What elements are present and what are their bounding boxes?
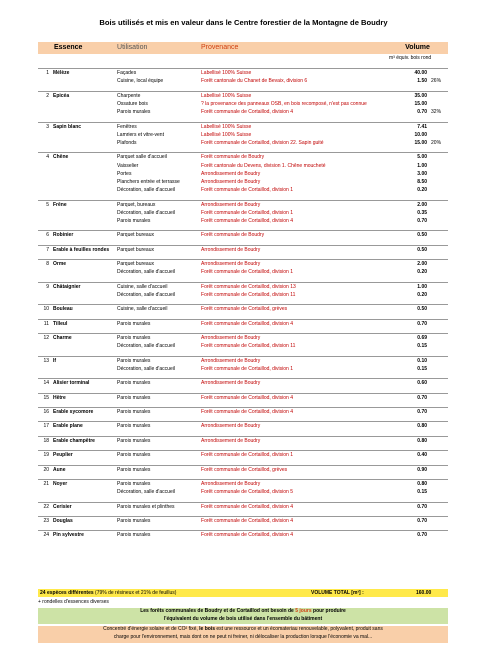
provenance-cell: Arrondissement de Boudry	[199, 356, 387, 365]
table-row	[38, 268, 448, 276]
table-row	[38, 379, 448, 388]
use-cell: Parquet bureaux	[115, 245, 199, 254]
table-row	[38, 209, 448, 217]
volume-cell: 0.20	[417, 187, 428, 194]
species-name: Chêne	[51, 153, 115, 162]
use-cell: Façades	[115, 69, 199, 78]
species-number: 7	[38, 245, 51, 254]
volume-cell: 0.70	[417, 217, 428, 224]
species-number: 24	[38, 531, 51, 540]
table-row	[38, 131, 448, 139]
use-cell: Parquet salle d'accueil	[115, 153, 199, 162]
provenance-cell: Forêt communale de Cortaillod, division 1	[201, 209, 294, 216]
volume-cell: 0.15	[417, 365, 428, 372]
volume-cell: 0.15	[417, 343, 428, 350]
species-number: 10	[38, 305, 51, 314]
volume-cell: 0.80	[387, 422, 429, 431]
table-row	[38, 342, 448, 350]
table-row	[38, 282, 448, 291]
species-name: Châtaignier	[51, 282, 115, 291]
provenance-cell: Forêt communale de Cortaillod, division 1	[201, 365, 294, 372]
table-row	[38, 451, 448, 460]
volume-cell: 1.50	[417, 78, 428, 85]
table-row	[38, 91, 448, 100]
use-cell: Parois murales	[115, 408, 199, 417]
use-cell: Parois murales et plinthes	[115, 502, 199, 511]
volume-cell: 0.50	[387, 245, 429, 254]
table-row	[38, 334, 448, 343]
use-cell: Parois murales	[115, 334, 199, 343]
provenance-cell: Arrondissement de Boudry	[199, 379, 387, 388]
volume-cell: 0.70	[387, 531, 429, 540]
species-name: If	[51, 356, 115, 365]
volume-cell: 8.50	[417, 178, 428, 185]
provenance-cell: Arrondissement de Boudry	[201, 178, 261, 185]
volume-unit: m³ équiv. bois rond	[389, 55, 432, 61]
volume-cell: 0.15	[417, 489, 428, 496]
use-cell: Lamriers et vitre-vent	[117, 131, 164, 138]
use-cell: Parquet, bureaux	[115, 200, 199, 209]
provenance-cell: Forêt communale de Boudry	[199, 153, 387, 162]
use-cell: Parois murales	[115, 465, 199, 474]
provenance-cell: Forêt communale de Cortaillod, division 13	[199, 282, 387, 291]
volume-cell: 0.70	[387, 408, 429, 417]
page-title: Bois utilisés et mis en valeur dans le Centre forestier de la Montagne de Boudry	[99, 18, 388, 27]
volume-cell: 5.00	[387, 153, 429, 162]
table-row	[38, 122, 448, 131]
species-number: 2	[38, 91, 51, 100]
use-cell: Parois murales	[115, 531, 199, 540]
provenance-cell: Forêt communale de Cortaillod, division 1	[201, 269, 294, 276]
species-name: Erable plane	[51, 422, 115, 431]
provenance-cell: Forêt communale de Cortaillod, division 4	[201, 109, 294, 116]
species-number: 13	[38, 356, 51, 365]
use-cell: Parois murales	[115, 319, 199, 328]
total-bar	[38, 589, 448, 597]
use-cell: Parois murales	[115, 393, 199, 402]
volume-cell: 0.70	[387, 502, 429, 511]
use-cell: Cuisine, local équipe	[117, 78, 164, 85]
species-name: Alisier torminal	[51, 379, 115, 388]
table-row	[38, 153, 448, 162]
provenance-cell: Forêt communale de Cortaillod, division 4	[199, 319, 387, 328]
provenance-cell: Forêt communale de Cortaillod, division 11	[201, 291, 296, 298]
volume-cell: 10.00	[414, 131, 428, 138]
species-number: 5	[38, 200, 51, 209]
table-row	[38, 356, 448, 365]
volume-cell: 15.00	[414, 139, 428, 146]
species-number: 6	[38, 231, 51, 240]
species-number: 15	[38, 393, 51, 402]
table-row	[38, 69, 448, 78]
provenance-cell: Forêt cantonale du Devens, division 1. Chêne moucheté	[201, 162, 326, 169]
species-name: Douglas	[51, 517, 115, 526]
volume-cell: 0.69	[387, 334, 429, 343]
volume-cell: 15.00	[414, 100, 428, 107]
table-row	[38, 408, 448, 417]
species-number: 16	[38, 408, 51, 417]
species-name: Erable à feuilles rondes	[51, 245, 115, 254]
use-cell: Charpente	[115, 91, 199, 100]
species-name: Tilleul	[51, 319, 115, 328]
total-volume: 160.00	[416, 590, 432, 596]
table-row	[38, 217, 448, 225]
species-name: Orme	[51, 260, 115, 269]
volume-cell: 7.41	[387, 122, 429, 131]
volume-cell: 0.60	[387, 379, 429, 388]
species-name: Erable champêtre	[51, 436, 115, 445]
provenance-cell: Labellisé 100% Suisse	[199, 122, 387, 131]
use-cell: Parois murales	[115, 480, 199, 489]
provenance-cell: Arrondissement de Boudry	[199, 200, 387, 209]
table-row	[38, 502, 448, 511]
table-row	[38, 162, 448, 170]
use-cell: Décoration, salle d'accueil	[117, 489, 175, 496]
species-number: 4	[38, 153, 51, 162]
volume-cell: 0.40	[387, 451, 429, 460]
volume-cell: 0.20	[417, 269, 428, 276]
use-cell: Parquet bureaux	[115, 260, 199, 269]
species-name: Erable sycomore	[51, 408, 115, 417]
percent-cell: 32%	[431, 109, 442, 116]
provenance-cell: Arrondissement de Boudry	[199, 422, 387, 431]
species-number: 14	[38, 379, 51, 388]
table-row	[38, 245, 448, 254]
table-row	[38, 319, 448, 328]
table-row	[38, 186, 448, 194]
provenance-cell: Labellisé 100% Suisse	[199, 91, 387, 100]
volume-cell: 0.80	[387, 436, 429, 445]
provenance-cell: Forêt communale de Cortaillod, division 4	[199, 502, 387, 511]
provenance-cell: Forêt communale de Cortaillod, division 1	[199, 451, 387, 460]
species-name: Robinier	[51, 231, 115, 240]
provenance-cell: Forêt communale de Cortaillod, division 22. Sapin guité	[201, 139, 324, 146]
percent-cell: 20%	[431, 139, 442, 146]
provenance-cell: Forêt communale de Cortaillod, grèves	[199, 465, 387, 474]
table-row	[38, 139, 448, 147]
species-number: 23	[38, 517, 51, 526]
use-cell: Planchers entrée et terrasse	[117, 178, 180, 185]
provenance-cell: Forêt communale de Cortaillod, division 5	[201, 489, 294, 496]
species-number: 1	[38, 69, 51, 78]
total-species: 24 espèces différentes (79% de résineux et 21% de feuillus)	[40, 590, 177, 596]
volume-cell: 1.00	[387, 282, 429, 291]
provenance-cell: Forêt communale de Cortaillod, division 1	[201, 187, 294, 194]
table-row	[38, 170, 448, 178]
provenance-cell: Forêt communale de Boudry	[199, 231, 387, 240]
use-cell: Ossature bois	[117, 100, 148, 107]
table-row	[38, 260, 448, 269]
use-cell: Décoration, salle d'accueil	[117, 343, 175, 350]
provenance-cell: Forêt cantonale du Chanet de Bevaix, division 6	[201, 78, 308, 85]
total-volume-label: VOLUME TOTAL [m³] :	[311, 590, 364, 596]
volume-cell: 1.00	[417, 162, 428, 169]
rondelles-note: + rondelles d'essences diverses	[38, 599, 109, 605]
provenance-cell: Arrondissement de Boudry	[199, 334, 387, 343]
table-row	[38, 488, 448, 496]
table-row	[38, 365, 448, 373]
volume-cell: 2.00	[387, 260, 429, 269]
volume-cell: 0.50	[387, 305, 429, 314]
species-number: 8	[38, 260, 51, 269]
table-row	[38, 178, 448, 186]
table-row	[38, 480, 448, 489]
use-cell: Cuisine, salle d'accueil	[115, 305, 199, 314]
species-number: 9	[38, 282, 51, 291]
provenance-cell: Arrondissement de Boudry	[199, 260, 387, 269]
use-cell: Vaisselier	[117, 162, 139, 169]
species-name: Mélèze	[51, 69, 115, 78]
use-cell: Fenêtres	[115, 122, 199, 131]
species-number: 21	[38, 480, 51, 489]
header-volume: Volume	[387, 42, 448, 54]
orange-note: Concentré d'énergie solaire et de CO² fixé, le bois est une ressource et un écomateriau renouvelable, polyvalent, produit sans charge pour l'environnement, mais dont on ne peut ni freiner, ni délocaliser la production lorsque l'économie va mal...	[38, 626, 448, 643]
table-row	[38, 531, 448, 540]
species-number: 20	[38, 465, 51, 474]
volume-cell: 40.00	[387, 69, 429, 78]
table-row	[38, 305, 448, 314]
wood-table	[38, 42, 448, 540]
table-row	[38, 517, 448, 526]
provenance-cell: Forêt communale de Cortaillod, grèves	[199, 305, 387, 314]
provenance-cell: Arrondissement de Boudry	[199, 436, 387, 445]
volume-cell: 3.00	[417, 170, 428, 177]
table-row	[38, 108, 448, 116]
provenance-cell: Forêt communale de Cortaillod, division 4	[199, 531, 387, 540]
table-row	[38, 77, 448, 85]
use-cell: Décoration, salle d'accueil	[117, 209, 175, 216]
header-provenance: Provenance	[199, 42, 387, 54]
provenance-cell: Forêt communale de Cortaillod, division 11	[201, 343, 296, 350]
species-number: 22	[38, 502, 51, 511]
species-name: Peuplier	[51, 451, 115, 460]
provenance-cell: Forêt communale de Cortaillod, division 4	[199, 393, 387, 402]
use-cell: Parois murales	[117, 109, 151, 116]
volume-cell: 2.00	[387, 200, 429, 209]
use-cell: Décoration, salle d'accueil	[117, 291, 175, 298]
table-row	[38, 100, 448, 108]
header-utilisation: Utilisation	[115, 42, 199, 54]
use-cell: Parois murales	[115, 356, 199, 365]
use-cell: Parois murales	[115, 436, 199, 445]
species-name: Frêne	[51, 200, 115, 209]
species-name: Sapin blanc	[51, 122, 115, 131]
table-row	[38, 465, 448, 474]
table-row	[38, 231, 448, 240]
species-name: Cerisier	[51, 502, 115, 511]
volume-cell: 0.80	[387, 480, 429, 489]
volume-cell: 0.70	[417, 109, 428, 116]
species-name: Aune	[51, 465, 115, 474]
provenance-cell: ? la provenance des panneaux OSB, en bois recomposé, n'est pas connue	[201, 100, 367, 107]
volume-cell: 0.35	[417, 209, 428, 216]
use-cell: Décoration, salle d'accueil	[117, 269, 175, 276]
use-cell: Portes	[117, 170, 132, 177]
table-row	[38, 291, 448, 299]
use-cell: Décoration, salle d'accueil	[117, 365, 175, 372]
provenance-cell: Arrondissement de Boudry	[199, 245, 387, 254]
table-row	[38, 200, 448, 209]
provenance-cell: Labellisé 100% Suisse	[201, 131, 252, 138]
use-cell: Parois murales	[115, 379, 199, 388]
volume-cell: 0.70	[387, 393, 429, 402]
table-row	[38, 393, 448, 402]
species-name: Charme	[51, 334, 115, 343]
species-name: Epicéa	[51, 91, 115, 100]
table-row	[38, 422, 448, 431]
table-row	[38, 436, 448, 445]
species-number: 11	[38, 319, 51, 328]
header-essence: Essence	[38, 42, 115, 54]
use-cell: Parois murales	[115, 451, 199, 460]
provenance-cell: Arrondissement de Boudry	[201, 170, 261, 177]
species-number: 17	[38, 422, 51, 431]
volume-cell: 0.70	[387, 517, 429, 526]
provenance-cell: Labellisé 100% Suisse	[199, 69, 387, 78]
percent-cell: 26%	[431, 78, 442, 85]
use-cell: Décoration, salle d'accueil	[117, 187, 175, 194]
use-cell: Parois murales	[117, 217, 151, 224]
use-cell: Parquet bureaux	[115, 231, 199, 240]
volume-cell: 0.70	[387, 319, 429, 328]
species-name: Pin sylvestre	[51, 531, 115, 540]
species-number: 19	[38, 451, 51, 460]
provenance-cell: Forêt communale de Cortaillod, division 4	[201, 217, 294, 224]
species-name: Hêtre	[51, 393, 115, 402]
species-number: 3	[38, 122, 51, 131]
volume-cell: 0.20	[417, 291, 428, 298]
species-number: 18	[38, 436, 51, 445]
table-header	[38, 42, 448, 54]
volume-cell: 35.00	[387, 91, 429, 100]
provenance-cell: Forêt communale de Cortaillod, division 4	[199, 517, 387, 526]
volume-cell: 0.50	[387, 231, 429, 240]
species-name: Bouleau	[51, 305, 115, 314]
volume-cell: 0.10	[387, 356, 429, 365]
species-name: Noyer	[51, 480, 115, 489]
species-number: 12	[38, 334, 51, 343]
use-cell: Parois murales	[115, 517, 199, 526]
use-cell: Parois murales	[115, 422, 199, 431]
green-note: Les forêts communales de Boudry et de Cortaillod ont besoin de 5 jours pour produire l'équivalent du volume de bois utilisé dans l'ensemble du bâtiment	[38, 608, 448, 624]
provenance-cell: Forêt communale de Cortaillod, division 4	[199, 408, 387, 417]
volume-cell: 0.90	[387, 465, 429, 474]
use-cell: Plafonds	[117, 139, 137, 146]
provenance-cell: Arrondissement de Boudry	[199, 480, 387, 489]
use-cell: Cuisine, salle d'accueil	[115, 282, 199, 291]
